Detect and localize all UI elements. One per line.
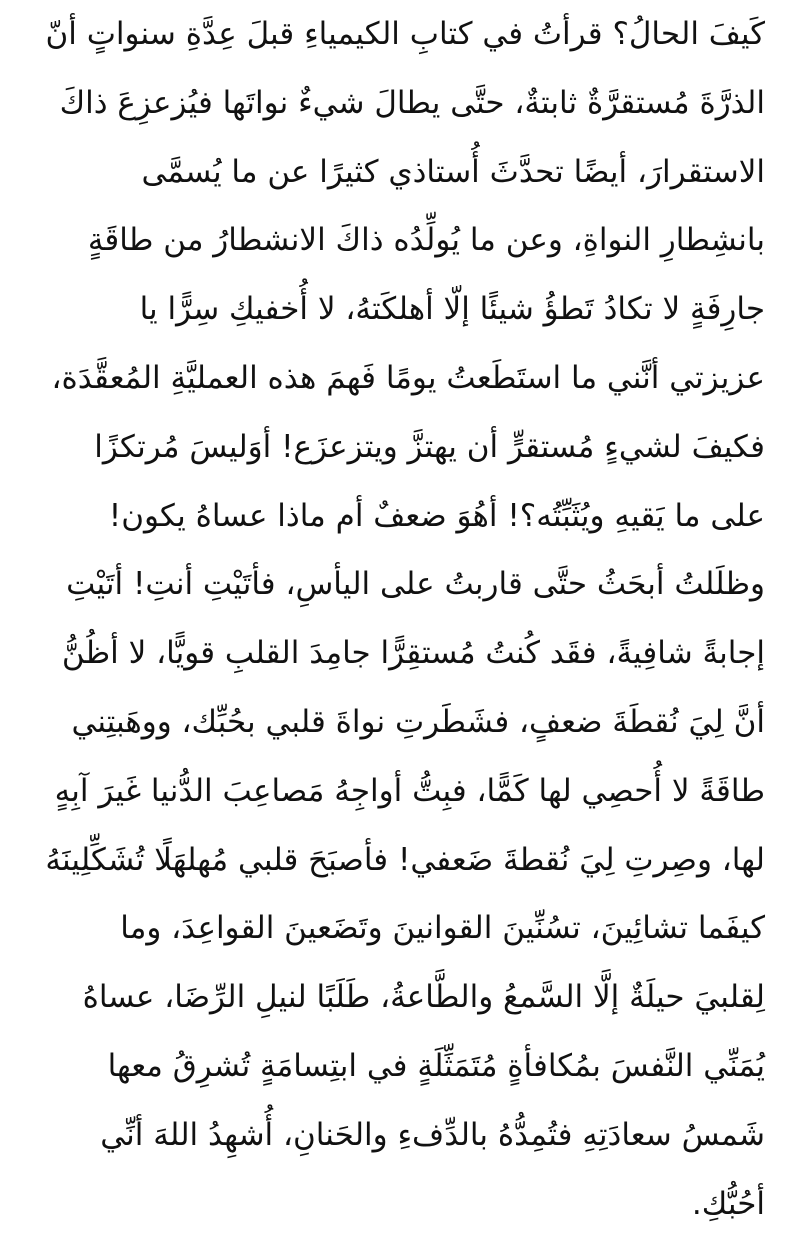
text-line: أنَّ لِيَ نُقطَةَ ضعفٍ، فشَطَرتِ نواةَ قلبي بحُبِّك، ووهَبتِني <box>71 703 765 740</box>
text-line: الاستقرارَ، أيضًا تحدَّثَ أُستاذي كثيرًا عن ما يُسمَّى <box>141 153 765 190</box>
text-line: لها، وصِرتِ لِيَ نُقطةَ ضَعفي! فأصبَحَ قلبي مُهلهَلًا تُشَكِّلِينَهُ <box>45 841 765 878</box>
text-line: عزيزتي أنَّني ما استَطَعتُ يومًا فَهمَ هذه العمليَّةِ المُعقَّدَة، <box>51 359 765 396</box>
text-line: يُمَنِّي النَّفسَ بمُكافأةٍ مُتَمَثِّلَةٍ في ابتِسامَةٍ تُشرِقُ معها <box>107 1047 765 1084</box>
text-line: طاقَةً لا أُحصِي لها كَمًّا، فبِتُّ أواجِهُ مَصاعِبَ الدُّنيا غَيرَ آبِهٍ <box>54 772 765 809</box>
text-line: لِقلبيَ حيلَةٌ إلَّا السَّمعُ والطَّاعةُ، طَلَبًا لنيلِ الرِّضَا، عساهُ <box>82 979 765 1016</box>
text-line: فكيفَ لشيءٍ مُستقرٍّ أن يهتزَّ ويتزعزَع! أوَليسَ مُرتكزًا <box>94 428 765 465</box>
text-line: جارِفَةٍ لا تكادُ تَطؤُ شيئًا إلّا أهلكَتهُ، لا أُخفيكِ سِرًّا يا <box>139 291 765 328</box>
text-line: شَمسُ سعادَتِهِ فتُمِدُّهُ بالدِّفءِ والحَنانِ، أُشهِدُ اللهَ أنِّي <box>100 1116 765 1153</box>
text-line: بانشِطارِ النواةِ، وعن ما يُولِّدُه ذاكَ الانشطارُ من طاقَةٍ <box>87 222 765 259</box>
text-line: وظلَلتُ أبحَثُ حتَّى قاربتُ على اليأسِ، فأتَيْتِ أنتِ! أتَيْتِ <box>66 566 765 603</box>
text-line: أحُبُّكِ. <box>691 1185 765 1222</box>
text-line: على ما يَقيهِ ويُثَبِّتُه؟! أهُوَ ضعفٌ أم ماذا عساهُ يكون! <box>108 497 765 534</box>
text-line: الذرَّةَ مُستقرَّةٌ ثابتةٌ، حتَّى يطالَ شيءٌ نواتَها فيُزعزِعَ ذاكَ <box>59 84 765 121</box>
text-line: كَيفَ الحالُ؟ قرأتُ في كتابِ الكيمياءِ قبلَ عِدَّةِ سنواتٍ أنّ <box>45 16 765 52</box>
arabic-letter-text <box>40 0 765 1238</box>
text-line: كيفَما تشائِينَ، تسُنِّينَ القوانينَ وتَضَعينَ القواعِدَ، وما <box>120 910 765 947</box>
text-line: إجابةً شافِيةً، فقَد كُنتُ مُستقِرًّا جامِدَ القلبِ قويًّا، لا أظُنُّ <box>61 635 765 672</box>
